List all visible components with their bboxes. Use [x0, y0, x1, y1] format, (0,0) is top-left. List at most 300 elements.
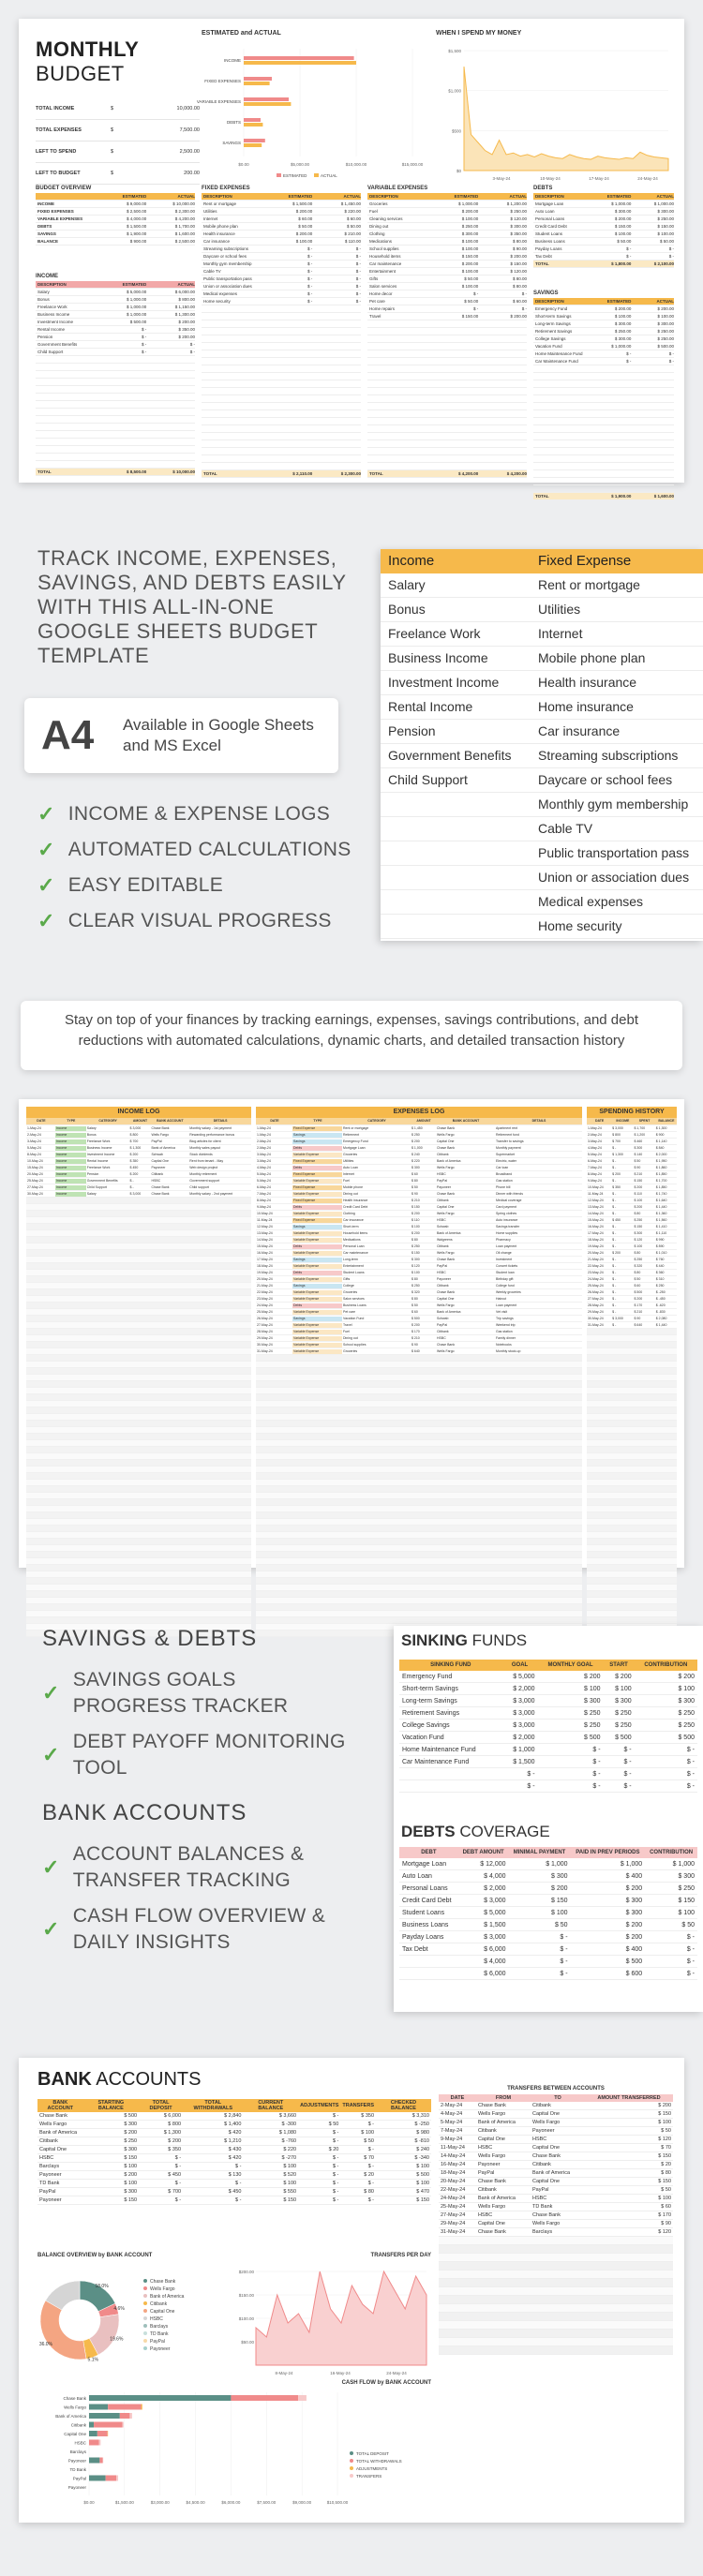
feature-text: CLEAR VISUAL PROGRESS [67, 910, 332, 931]
block-cell: $ 6,000.00 [174, 289, 196, 294]
block-header-cell: DESCRIPTION [535, 298, 564, 304]
log-cell: Savings [292, 1139, 342, 1144]
log-row [26, 1125, 251, 1132]
log-row [587, 1178, 677, 1184]
block-total-cell: TOTAL [535, 493, 549, 499]
block-row [202, 283, 361, 290]
block-total-row [36, 469, 195, 476]
table-cell: $ 250 [635, 1707, 697, 1720]
block-cell: $ 2,500.00 [174, 238, 196, 244]
table-header-cell: MONTHLY GOAL [547, 1662, 593, 1668]
block-cell: $ 1,000.00 [458, 201, 479, 206]
block-empty-row [367, 350, 527, 358]
table-cell: Payday Loans [399, 1931, 458, 1943]
table-cell: Wells Fargo [37, 2121, 83, 2129]
block-cell: Credit Card Debt [535, 223, 567, 229]
log-cell: $ 100 [411, 1270, 420, 1274]
log-cell: Car loan [496, 1165, 509, 1169]
log-row [256, 1526, 582, 1532]
table-cell: $ - [509, 1931, 571, 1943]
log-row [587, 1512, 677, 1519]
block-cell: $ - [355, 275, 362, 281]
transfers-empty-row [439, 2304, 673, 2313]
table-header-cell: CONTRIBUTION [650, 1850, 694, 1855]
table-cell: $ 250 [83, 2137, 139, 2146]
intro-headline: TRACK INCOME, EXPENSES, SAVINGS, AND DEBTS EASILY WITH THIS ALL-IN-ONE GOOGLE SHEETS BUDGET TEMPLATE [37, 546, 347, 667]
table-row [399, 1907, 697, 1919]
log-cell: $ 200 [129, 1152, 139, 1156]
table-cell: $ - [635, 1768, 697, 1780]
expense-list-item: Cable TV [531, 817, 703, 841]
block-empty-row [367, 410, 527, 418]
block-empty-row [202, 320, 361, 328]
table-empty-cell [585, 2346, 673, 2355]
block-empty-row [367, 395, 527, 403]
table-cell: $ -250 [376, 2121, 431, 2129]
table-row [399, 1780, 697, 1793]
log-row [587, 1381, 677, 1388]
log-row [256, 1362, 582, 1368]
table-cell: Chase Bank [476, 2102, 531, 2110]
sinking-title-bold: SINKING [401, 1631, 468, 1649]
log-cell: $ 640 [411, 1348, 420, 1353]
cashflow-legend-label: TRANSFERS [356, 2474, 382, 2479]
block-row [36, 289, 195, 296]
donut-label: 4.6% [113, 2306, 125, 2313]
log-header-cell: BANK ACCOUNT [452, 1119, 480, 1123]
block-empty-row [202, 343, 361, 350]
cashflow-bar [298, 2395, 307, 2401]
log-cell: Business Loans [343, 1303, 366, 1307]
table-cell: Payoneer [476, 2161, 531, 2169]
block-empty-row [367, 358, 527, 365]
log-cell: Income [55, 1172, 86, 1177]
block-row [367, 253, 527, 261]
block-empty-row [202, 440, 361, 448]
log-row [587, 1348, 677, 1355]
transfers-ytick: $150.00 [238, 2293, 254, 2298]
table-cell: $ - [298, 2180, 340, 2188]
table-cell: $ 3,000 [502, 1707, 538, 1720]
log-cell: $ 800 [129, 1132, 139, 1137]
table-cell: $ 350 [340, 2112, 376, 2121]
log-cell: $ - [612, 1283, 617, 1288]
donut-legend-swatch [143, 2309, 147, 2313]
log-row [26, 1421, 251, 1427]
log-row [587, 1447, 677, 1453]
log-row [26, 1243, 251, 1250]
donut-slice [40, 2301, 86, 2360]
block-cell: $ - [355, 261, 362, 266]
log-cell: Variable Expense [292, 1330, 342, 1334]
block-empty-row [367, 343, 527, 350]
table-cell: $ 1,500 [502, 1756, 538, 1768]
log-row [26, 1375, 251, 1381]
block-cell: $ - [626, 358, 632, 364]
log-cell: Investment [496, 1257, 513, 1261]
log-cell: Chase Bank [437, 1342, 456, 1347]
table-cell: $ 300 [604, 1695, 635, 1707]
table-cell: $ 150 [83, 2154, 139, 2163]
log-cell: Phone bill [496, 1184, 511, 1189]
log-row [587, 1139, 677, 1145]
log-cell: Monthly payment [496, 1145, 521, 1150]
log-cell: $ - [612, 1243, 617, 1248]
table-cell [399, 1780, 502, 1793]
log-cell: 4-May-24 [588, 1145, 602, 1150]
table-cell: $ - [340, 2163, 376, 2171]
table-cell: $ - [298, 2196, 340, 2205]
log-cell: $ 80 [411, 1237, 418, 1242]
expense-list-item: Utilities [531, 598, 703, 622]
table-cell: $ 420 [183, 2154, 243, 2163]
table-cell: $ 100 [604, 1683, 635, 1695]
table-cell: $ - [645, 1956, 697, 1968]
cashflow-block [37, 2380, 431, 2517]
donut-legend-label: Payoneer [150, 2346, 171, 2352]
log-row [256, 1139, 582, 1145]
spend-xtick: 24-May-24 [637, 176, 658, 181]
block-cell: Long-term Savings [535, 320, 571, 326]
table-cell: $ 300 [83, 2121, 139, 2129]
block-row [202, 298, 361, 305]
log-cell: $ -450 [655, 1296, 666, 1301]
block-cell: $ - [626, 350, 632, 356]
block-row [202, 253, 361, 261]
table-cell: $ 500 [538, 1732, 604, 1744]
block-cell: $ 220.00 [344, 208, 362, 214]
log-cell: Variable Expense [292, 1264, 342, 1269]
log-cell: $ - [612, 1178, 617, 1183]
log-cell: Debts [292, 1303, 342, 1308]
table-cell: $ -760 [243, 2137, 298, 2146]
transfers-empty-row [439, 2262, 673, 2271]
donut-legend-swatch [143, 2294, 147, 2298]
block-empty-row [36, 401, 195, 409]
log-row [587, 1263, 677, 1270]
block-empty-row [367, 380, 527, 388]
table-cell: $ 20 [298, 2146, 340, 2154]
table-cell: $ 1,000 [502, 1744, 538, 1756]
block-cell: Mobile phone plan [203, 223, 238, 229]
log-cell: $ 1,110 [655, 1230, 667, 1235]
summary-currency: $ [111, 149, 114, 155]
log-row [587, 1598, 677, 1604]
log-cell: Schwab [437, 1224, 449, 1228]
log-cell: 5-May-24 [27, 1145, 41, 1150]
table-cell: $ - [538, 1744, 604, 1756]
log-row [26, 1237, 251, 1243]
block-empty-row [367, 463, 527, 470]
table-cell: $ 800 [139, 2121, 183, 2129]
log-row [256, 1486, 582, 1493]
block-cell: $ 110.00 [344, 238, 362, 244]
table-row [439, 2119, 673, 2127]
log-cell: Chase Bank [437, 1257, 456, 1261]
log-cell: Variable Expense [292, 1349, 342, 1354]
block-total-cell: $ 1,600.00 [653, 493, 675, 499]
log-row [26, 1447, 251, 1453]
block-cell: Personal Loans [535, 216, 565, 221]
block-header-cell: DESCRIPTION [369, 193, 398, 199]
block-row [367, 313, 527, 320]
log-cell: 25-May-24 [257, 1309, 273, 1314]
est-bar-estimated [244, 97, 289, 101]
block-row [36, 296, 195, 304]
block-row [36, 208, 195, 216]
block-cell: $ 500.00 [657, 343, 675, 349]
log-cell: $ 360 [655, 1270, 665, 1274]
block-cell: Freelance Work [37, 304, 67, 309]
log-cell: $ 1,360 [655, 1211, 667, 1215]
log-row [587, 1355, 677, 1362]
log-cell: $ - [612, 1309, 617, 1314]
log-cell: $ - [612, 1198, 617, 1202]
log-cell: Savings [292, 1317, 342, 1321]
table-empty-cell [439, 2245, 476, 2254]
log-row [256, 1407, 582, 1414]
availability-badge [24, 698, 338, 773]
table-cell: $ 70 [585, 2144, 673, 2152]
block-cell: $ 250.00 [510, 208, 528, 214]
log-row [256, 1158, 582, 1165]
table-header-cell: SINKING FUND [430, 1662, 471, 1668]
log-cell: PayPal [437, 1322, 448, 1327]
block-cell: Cable TV [203, 268, 221, 274]
block-cell: $ - [142, 341, 147, 347]
block-cell: Rent or mortgage [203, 201, 237, 206]
log-cell: Variable Expense [292, 1238, 342, 1243]
log-cell: Child Support [86, 1184, 107, 1189]
block-cell: $ 4,200.00 [174, 216, 196, 221]
log-row [587, 1198, 677, 1204]
table-empty-cell [476, 2271, 531, 2279]
log-cell: $ - [612, 1158, 617, 1163]
log-cell: 12-May-24 [257, 1224, 273, 1228]
log-row [256, 1506, 582, 1512]
cashflow-xtick: $10,500.00 [326, 2500, 349, 2505]
log-cell: Family dinner [496, 1335, 516, 1340]
table-cell: TD Bank [531, 2203, 585, 2211]
table-cell: $ 200 [83, 2129, 139, 2137]
log-row [587, 1388, 677, 1394]
table-cell: $ - [183, 2196, 243, 2205]
transfers-empty-row [439, 2321, 673, 2330]
log-cell: Payoneer [437, 1276, 451, 1281]
table-empty-cell [439, 2296, 476, 2304]
block-cell: $ 150.00 [657, 223, 675, 229]
log-cell: $ - [612, 1204, 617, 1209]
table-cell: Tax Debt [399, 1943, 458, 1956]
log-cell: Investment Income [86, 1152, 115, 1156]
block-cell: VARIABLE EXPENSES [37, 216, 83, 221]
log-cell: Medical coverage [496, 1198, 522, 1202]
savings-debts-heading: SAVINGS & DEBTS [42, 1626, 258, 1651]
table-header-cell: DEBT AMOUNT [462, 1850, 504, 1855]
log-cell: $ 700 [129, 1139, 139, 1143]
cashflow-bar [94, 2422, 123, 2428]
log-cell: Child support [189, 1184, 209, 1189]
table-cell: $ 100 [340, 2129, 376, 2137]
table-cell: Citibank [476, 2127, 531, 2136]
log-cell: $ 440 [655, 1263, 665, 1268]
est-legend-swatch-estimated [277, 173, 281, 177]
log-cell: 18-May-24 [257, 1263, 273, 1268]
block-row [533, 305, 674, 313]
log-row [26, 1178, 251, 1184]
block-cell: Student Loans [535, 231, 563, 236]
log-cell: Income [55, 1146, 86, 1151]
block-cell: DEBTS [37, 223, 52, 229]
block-empty-row [367, 418, 527, 425]
log-cell: 7-May-24 [257, 1191, 271, 1196]
table-cell: Chase Bank [476, 2228, 531, 2237]
table-cell: $ 250 [645, 1883, 697, 1895]
sinking-body [399, 1671, 697, 1793]
expenses-log-title: EXPENSES LOG [256, 1107, 582, 1118]
log-cell: Loan payment [496, 1243, 517, 1248]
block-row [533, 335, 674, 343]
table-cell: $ - [645, 1931, 697, 1943]
table-cell: $ 1,080 [243, 2129, 298, 2137]
log-cell: $ 250 [411, 1132, 420, 1137]
block-row [36, 304, 195, 311]
table-empty-cell [439, 2271, 476, 2279]
table-cell: $ 100 [243, 2163, 298, 2171]
cashflow-bar [103, 2458, 104, 2464]
log-row [256, 1303, 582, 1309]
block-title: SAVINGS [533, 290, 559, 296]
cashflow-legend-label: TOTAL DEPOSIT [356, 2451, 389, 2456]
summary-currency: $ [111, 171, 114, 176]
block-cell: $ 90.00 [513, 246, 528, 251]
expense-list-item: Internet [531, 622, 703, 647]
table-empty-cell [585, 2296, 673, 2304]
category-list-card [381, 549, 703, 941]
block-row [202, 216, 361, 223]
table-empty-cell [439, 2262, 476, 2271]
bank-accounts-table [37, 2099, 431, 2205]
table-cell: $ 20 [585, 2161, 673, 2169]
table-row [37, 2171, 431, 2180]
block-cell: $ 50.00 [347, 223, 362, 229]
est-tick: $0.00 [238, 162, 249, 167]
log-row [587, 1526, 677, 1532]
log-cell: $ 80 [411, 1296, 418, 1301]
block-row [202, 290, 361, 298]
est-bar-estimated [244, 118, 261, 122]
table-cell: Auto Loan [399, 1870, 458, 1883]
income-log-rows [26, 1125, 251, 1637]
log-cell: Bank of America [437, 1230, 461, 1235]
log-cell: $ 1,010 [655, 1250, 667, 1255]
donut-label: 18.0% [95, 2283, 109, 2289]
est-bar-actual [244, 102, 291, 106]
cashflow-account-label: Capital One [64, 2432, 86, 2436]
log-cell: Groceries [343, 1152, 358, 1156]
expense-log-rows [256, 1125, 582, 1637]
log-cell: $ 350 [612, 1184, 621, 1189]
log-cell: $ 310 [655, 1276, 665, 1281]
table-cell: PayPal [476, 2169, 531, 2178]
log-cell: $ 90 [634, 1165, 641, 1169]
log-row [26, 1585, 251, 1591]
block-row [533, 223, 674, 231]
table-cell: $ 3,000 [502, 1695, 538, 1707]
block-row [367, 298, 527, 305]
block-empty-row [202, 410, 361, 418]
table-row [439, 2102, 673, 2110]
feature-item [37, 872, 375, 899]
log-row [256, 1296, 582, 1303]
table-cell: Payoneer [37, 2171, 83, 2180]
table-cell: $ 1,000 [509, 1858, 571, 1870]
summary-label: TOTAL EXPENSES [36, 127, 82, 133]
log-cell: Salary [86, 1191, 97, 1196]
log-cell: $ 450 [612, 1217, 621, 1222]
log-cell: 10-May-24 [27, 1158, 43, 1163]
log-cell: Income [55, 1133, 86, 1138]
table-cell: $ 120 [585, 2228, 673, 2237]
log-cell: Capital One [437, 1139, 455, 1143]
block-cell: Dining out [369, 223, 389, 229]
log-row [256, 1243, 582, 1250]
log-cell: Savings [292, 1284, 342, 1288]
log-row [26, 1158, 251, 1165]
block-cell: Government Benefits [37, 341, 78, 347]
table-empty-cell [585, 2304, 673, 2313]
table-cell: Capital One [531, 2144, 585, 2152]
log-cell: 20-May-24 [257, 1276, 273, 1281]
log-cell: $ -250 [655, 1289, 666, 1294]
log-row [587, 1329, 677, 1335]
block-cell: College Savings [535, 335, 566, 341]
log-row [587, 1440, 677, 1447]
table-empty-cell [439, 2338, 476, 2346]
block-total-cell: $ 1,800.00 [611, 261, 632, 266]
log-row [256, 1545, 582, 1552]
table-header-cell: START [609, 1662, 628, 1668]
log-cell: $ 250 [634, 1257, 643, 1261]
table-cell: $ 500 [571, 1956, 646, 1968]
log-cell: Savings [292, 1225, 342, 1229]
block-cell: Medications [369, 238, 393, 244]
table-cell: Capital One [476, 2136, 531, 2144]
table-cell: $ 150 [83, 2196, 139, 2205]
block-total-cell: $ 10,000.00 [172, 469, 196, 474]
log-cell: Groceries [343, 1348, 358, 1353]
log-row [587, 1467, 677, 1473]
log-cell: $ 60 [411, 1171, 418, 1176]
block-empty-row [202, 305, 361, 313]
log-cell: Wells Fargo [437, 1250, 455, 1255]
summary-value: 2,500.00 [179, 149, 200, 155]
table-row [37, 2137, 431, 2146]
table-row [37, 2196, 431, 2205]
log-cell: 27-May-24 [588, 1296, 604, 1301]
log-cell: Citibank [437, 1243, 449, 1248]
est-bar-estimated [244, 139, 265, 142]
block-header-cell: DESCRIPTION [203, 193, 232, 199]
table-cell: $ 200 [538, 1671, 604, 1683]
income-list-empty [381, 915, 531, 939]
block-empty-row [367, 335, 527, 343]
table-cell: Citibank [37, 2137, 83, 2146]
est-bar-estimated [244, 56, 354, 60]
log-cell: 13-May-24 [257, 1230, 273, 1235]
log-row [587, 1421, 677, 1427]
donut-legend-swatch [143, 2316, 147, 2320]
